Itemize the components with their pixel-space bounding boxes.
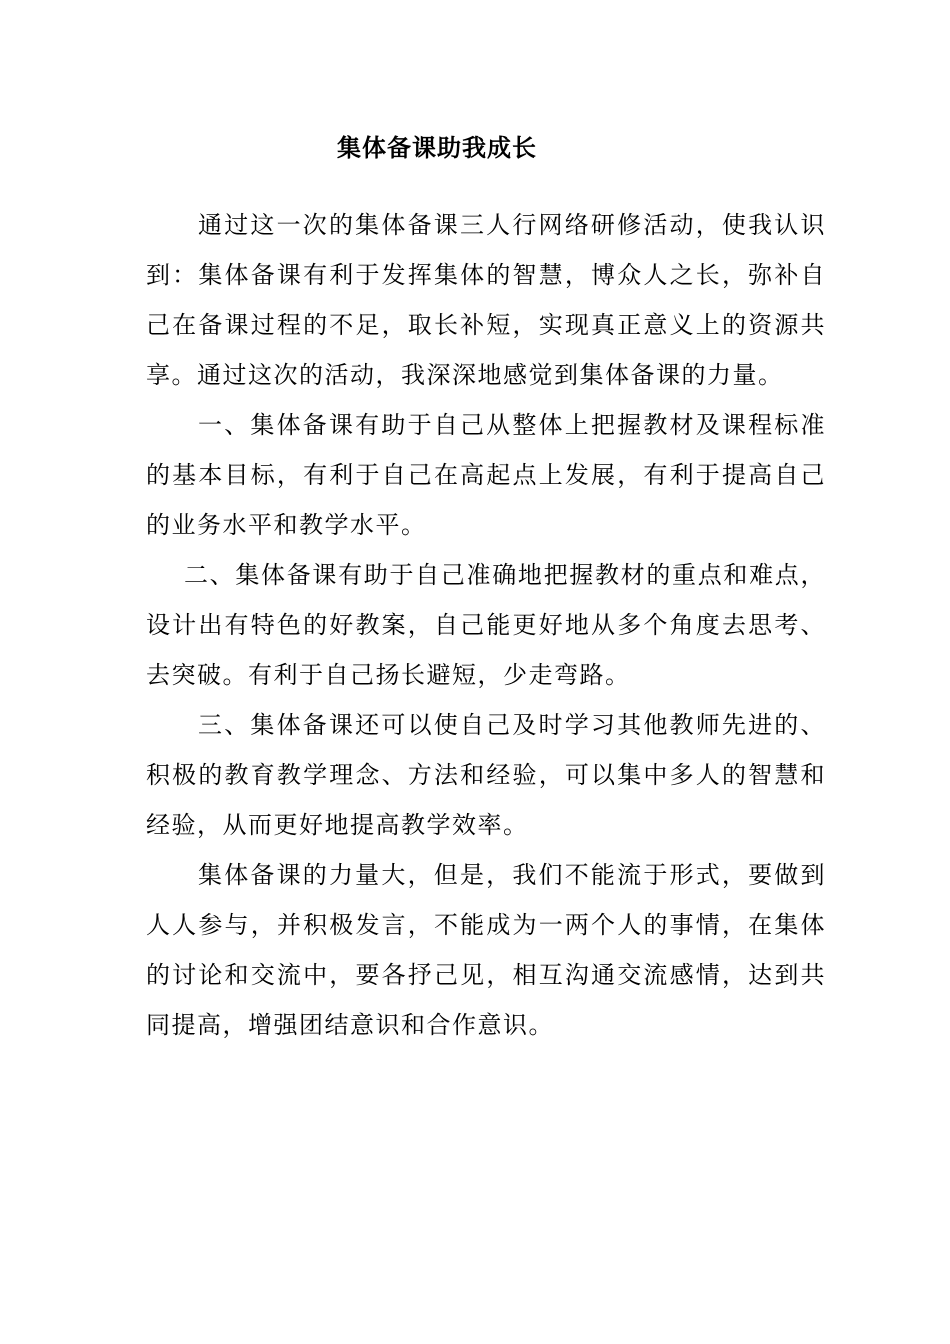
paragraph-intro: 通过这一次的集体备课三人行网络研修活动，使我认识到：集体备课有利于发挥集体的智慧，博众人之长，弥补自己在备课过程的不足，取长补短，实现真正意义上的资源共享。通过这次的活动，我深深地感觉到集体备课的力量。 — [146, 211, 826, 389]
paragraph-point-three: 三、集体备课还可以使自己及时学习其他教师先进的、积极的教育教学理念、方法和经验，可以集中多人的智慧和经验，从而更好地提高教学效率。 — [146, 711, 826, 839]
paragraph-point-two: 二、集体备课有助于自己准确地把握教材的重点和难点，设计出有特色的好教案，自己能更好地从多个角度去思考、去突破。有利于自己扬长避短，少走弯路。 — [146, 561, 826, 689]
paragraph-conclusion: 集体备课的力量大，但是，我们不能流于形式，要做到人人参与，并积极发言，不能成为一两个人的事情，在集体的讨论和交流中，要各抒己见，相互沟通交流感情，达到共同提高，增强团结意识和合作意识。 — [146, 861, 826, 1039]
document-title: 集体备课助我成长 — [337, 133, 537, 162]
document-body — [146, 200, 826, 1050]
paragraph-point-one: 一、集体备课有助于自己从整体上把握教材及课程标准的基本目标，有利于自己在高起点上发展，有利于提高自己的业务水平和教学水平。 — [146, 411, 826, 539]
